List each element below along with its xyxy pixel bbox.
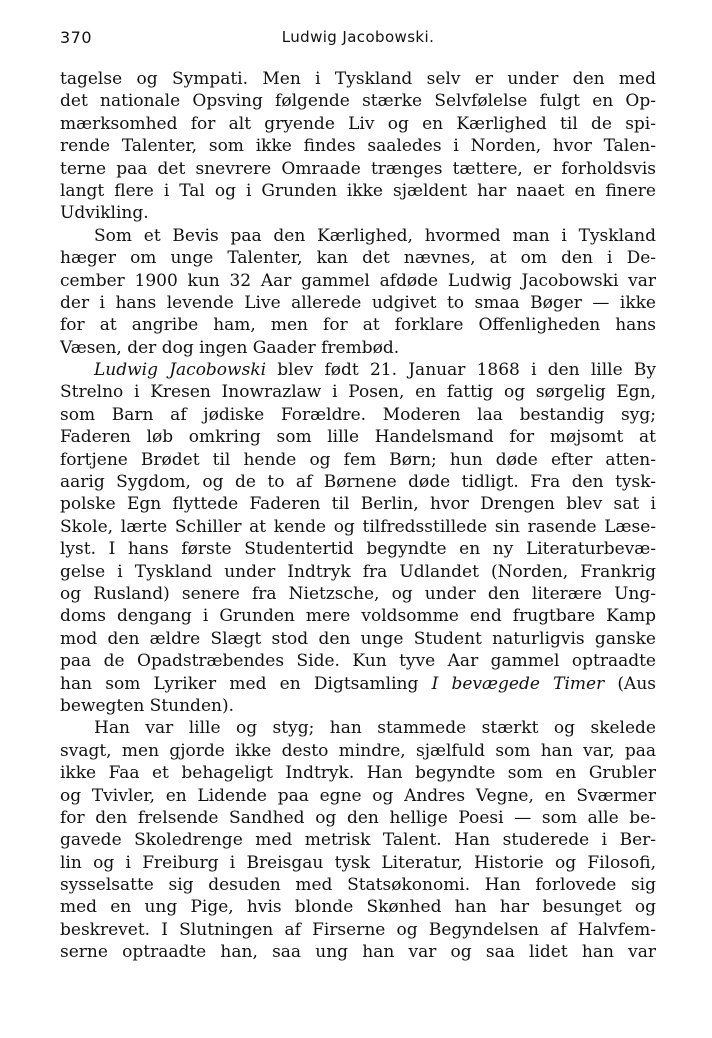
line-text: bewegten Stunden). [60,695,234,716]
line-text: svagt, men gjorde ikke desto mindre, sjælfuld som han var, paa [60,740,656,761]
text-line [60,68,656,90]
line-text: doms dengang i Grunden mere voldsomme end frugtbare Kamp [60,606,656,627]
page-number: 370 [60,28,93,47]
text-line [60,359,656,381]
text-line [60,762,656,784]
text-line [60,493,656,515]
line-text: for den frelsende Sandhed og den hellige Poesi — som alle be- [60,807,656,828]
text-line [60,695,656,717]
line-text: terne paa det snevrere Omraade trænges tættere, er forholdsvis [60,158,656,179]
line-text: Som et Bevis paa den Kærlighed, hvormed man i Tyskland [94,225,656,246]
line-text: (Aus [604,673,656,694]
text-line [60,650,656,672]
line-text: serne optraadte han, saa ung han var og saa lidet han var [60,942,656,963]
line-text: der i hans levende Live allerede udgivet to smaa Bøger — ikke [60,292,656,313]
line-text: hæger om unge Talenter, kan det nævnes, at om den i De- [60,248,656,269]
text-line [60,538,656,560]
line-text: sysselsatte sig desuden med Statsøkonomi. Han forlovede sig [60,875,656,896]
text-line [60,941,656,963]
line-text: han som Lyriker med en Digtsamling [60,673,432,694]
text-line [60,628,656,650]
italic-title: I bevægede Timer [431,673,605,694]
text-line [60,471,656,493]
text-line [60,404,656,426]
text-line [60,337,656,359]
text-line [60,113,656,135]
line-text: Han var lille og styg; han stammede stærkt og skelede [94,718,656,739]
text-line [60,807,656,829]
text-line [60,314,656,336]
text-line [60,740,656,762]
text-line [60,158,656,180]
text-line [60,561,656,583]
line-text: mærksomhed for alt gryende Liv og en Kærlighed til de spi- [60,113,656,134]
line-text: og Rusland) senere fra Nietzsche, og under den literære Ung- [60,583,656,604]
line-text: med en ung Pige, hvis blonde Skønhed han har besunget og [60,897,656,918]
line-text: lin og i Freiburg i Breisgau tysk Literatur, Historie og Filosofi, [60,852,656,873]
line-text: tagelse og Sympati. Men i Tyskland selv er under den med [60,69,656,89]
text-line [60,135,656,157]
text-line [60,426,656,448]
line-text: Udvikling. [60,203,149,224]
text-line [60,919,656,941]
line-text: fortjene Brødet til hende og fem Børn; hun døde efter atten- [60,449,656,470]
line-text: beskrevet. I Slutningen af Firserne og Begyndelsen af Halvfem- [60,919,656,940]
text-line [60,605,656,627]
line-text: for at angribe ham, men for at forklare Offenligheden hans [60,315,656,336]
line-text: paa de Opadstræbendes Side. Kun tyve Aar gammel optraadte [60,651,656,672]
text-line [60,583,656,605]
text-line [60,874,656,896]
line-text: Faderen løb omkring som lille Handelsmand for møjsomt at [60,427,656,448]
text-line [60,247,656,269]
running-title: Ludwig Jacobowski. [281,28,435,46]
text-line [60,896,656,918]
line-text: det nationale Opsving følgende stærke Selvfølelse fulgt en Op- [60,91,656,112]
text-line [60,829,656,851]
text-line [60,717,656,739]
line-text: gavede Skoledrenge med metrisk Talent. Han studerede i Ber- [60,830,656,851]
line-text: rende Talenter, som ikke findes saaledes i Norden, hvor Talen- [60,136,656,157]
line-text: langt flere i Tal og i Grunden ikke sjældent har naaet en finere [60,180,656,201]
text-line [60,852,656,874]
text-line [60,90,656,112]
text-line [60,673,656,695]
line-text: Skole, lærte Schiller at kende og tilfredsstillede sin rasende Læse- [60,516,656,537]
text-line [60,785,656,807]
text-line [60,292,656,314]
line-text: og Tvivler, en Lidende paa egne og Andres Vegne, en Sværmer [60,785,656,806]
text-line [60,180,656,202]
line-text: mod den ældre Slægt stod den unge Student naturligvis ganske [60,628,656,649]
body-text [60,68,656,964]
line-text: Væsen, der dog ingen Gaader frembød. [60,337,400,358]
text-line [60,381,656,403]
line-text: ikke Faa et behageligt Indtryk. Han begyndte som en Grubler [60,763,656,784]
line-text: blev født 21. Januar 1868 i den lille By [266,360,656,381]
line-text: gelse i Tyskland under Indtryk fra Udlandet (Norden, Frankrig [60,561,656,582]
italic-name: Ludwig Jacobowski [94,360,267,381]
line-text: som Barn af jødiske Forældre. Moderen laa bestandig syg; [60,404,656,425]
running-head [60,28,656,54]
text-line [60,270,656,292]
line-text: cember 1900 kun 32 Aar gammel afdøde Ludwig Jacobowski var [60,270,656,291]
line-text: lyst. I hans første Studentertid begyndte en ny Literaturbevæ- [60,539,656,560]
line-text: Strelno i Kresen Inowrazlaw i Posen, en fattig og sørgelig Egn, [60,382,656,403]
text-line [60,516,656,538]
text-line [60,225,656,247]
line-text: polske Egn flyttede Faderen til Berlin, hvor Drengen blev sat i [60,494,656,515]
line-text: aarig Sygdom, og de to af Børnene døde tidligt. Fra den tysk- [60,472,656,493]
text-line [60,202,656,224]
text-line [60,449,656,471]
